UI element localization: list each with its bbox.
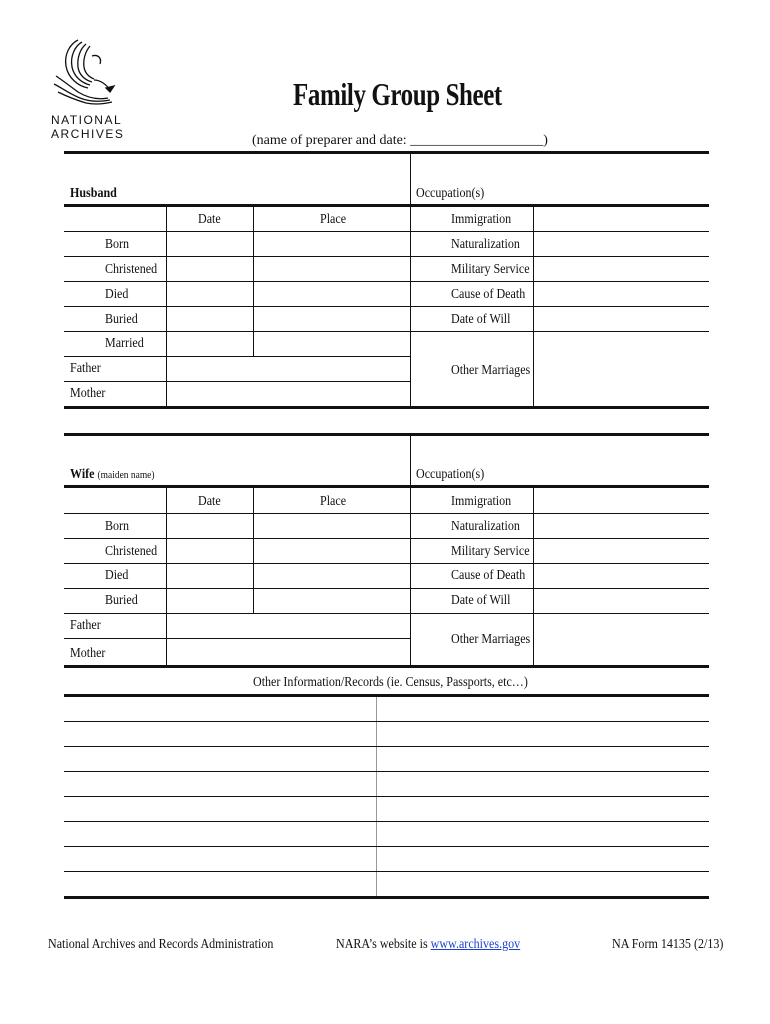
wife-heading-note: (maiden name) bbox=[97, 469, 155, 481]
divider bbox=[410, 435, 411, 667]
divider bbox=[64, 433, 709, 436]
preparer-blank: ___________________ bbox=[410, 133, 544, 148]
divider bbox=[64, 281, 709, 282]
footer-website-prefix: NARA’s website is bbox=[336, 937, 431, 952]
husband-date-of-will-label: Date of Will bbox=[451, 312, 511, 327]
divider bbox=[64, 306, 709, 307]
husband-heading: Husband bbox=[70, 186, 117, 201]
wife-event-christened: Christened bbox=[105, 544, 158, 559]
divider bbox=[64, 846, 709, 847]
divider bbox=[64, 588, 709, 589]
divider bbox=[64, 746, 709, 747]
divider bbox=[64, 256, 709, 257]
divider bbox=[64, 406, 709, 409]
husband-col-place: Place bbox=[320, 212, 347, 227]
divider bbox=[376, 697, 377, 897]
husband-occupation-label: Occupation(s) bbox=[416, 186, 485, 201]
husband-col-date: Date bbox=[198, 212, 221, 227]
divider bbox=[64, 638, 411, 639]
wife-event-died: Died bbox=[105, 568, 129, 583]
national-archives-logo bbox=[48, 36, 125, 148]
divider bbox=[64, 821, 709, 822]
husband-event-christened: Christened bbox=[105, 262, 158, 277]
wife-heading bbox=[70, 467, 155, 483]
wife-heading-label: Wife bbox=[70, 467, 95, 482]
husband-naturalization-label: Naturalization bbox=[451, 237, 520, 252]
divider bbox=[166, 207, 167, 408]
wife-col-place: Place bbox=[320, 494, 347, 509]
husband-event-died: Died bbox=[105, 287, 129, 302]
husband-immigration-label: Immigration bbox=[451, 212, 512, 227]
page-title: Family Group Sheet bbox=[293, 76, 502, 112]
preparer-field[interactable] bbox=[252, 133, 548, 149]
wife-cause-of-death-label: Cause of Death bbox=[451, 568, 526, 583]
divider bbox=[64, 563, 709, 564]
eagle-seal-icon bbox=[48, 36, 118, 108]
divider bbox=[166, 488, 167, 666]
divider bbox=[64, 231, 709, 232]
divider bbox=[253, 488, 254, 613]
divider bbox=[64, 694, 709, 697]
divider bbox=[533, 488, 534, 666]
divider bbox=[64, 381, 411, 382]
divider bbox=[64, 356, 411, 357]
wife-other-marriages-label: Other Marriages bbox=[451, 632, 531, 647]
wife-father-label: Father bbox=[70, 618, 101, 633]
divider bbox=[64, 513, 709, 514]
divider bbox=[533, 207, 534, 408]
divider bbox=[64, 485, 709, 488]
footer-website bbox=[336, 937, 520, 953]
footer-form-number: NA Form 14135 (2/13) bbox=[612, 937, 724, 952]
divider bbox=[64, 796, 709, 797]
wife-event-born: Born bbox=[105, 519, 130, 534]
divider bbox=[64, 204, 709, 207]
wife-mother-label: Mother bbox=[70, 646, 106, 661]
husband-event-married: Married bbox=[105, 336, 144, 351]
husband-military-label: Military Service bbox=[451, 262, 530, 277]
divider bbox=[64, 721, 709, 722]
divider bbox=[64, 538, 709, 539]
other-info-label: Other Information/Records (ie. Census, Passports, etc…) bbox=[253, 675, 528, 690]
husband-other-marriages-label: Other Marriages bbox=[451, 363, 531, 378]
wife-military-label: Military Service bbox=[451, 544, 530, 559]
husband-event-born: Born bbox=[105, 237, 130, 252]
wife-naturalization-label: Naturalization bbox=[451, 519, 520, 534]
divider bbox=[64, 871, 709, 872]
footer-agency: National Archives and Records Administration bbox=[48, 937, 274, 952]
husband-cause-of-death-label: Cause of Death bbox=[451, 287, 526, 302]
divider bbox=[64, 771, 709, 772]
preparer-label: (name of preparer and date: bbox=[252, 133, 407, 148]
wife-event-buried: Buried bbox=[105, 593, 138, 608]
husband-event-buried: Buried bbox=[105, 312, 138, 327]
preparer-close: ) bbox=[543, 133, 548, 148]
website-link[interactable]: www.archives.gov bbox=[430, 937, 521, 952]
divider bbox=[64, 896, 709, 899]
logo-line-2: ARCHIVES bbox=[51, 127, 125, 141]
husband-mother-label: Mother bbox=[70, 386, 106, 401]
wife-immigration-label: Immigration bbox=[451, 494, 512, 509]
divider bbox=[64, 331, 709, 332]
husband-father-label: Father bbox=[70, 361, 101, 376]
divider bbox=[64, 151, 709, 154]
wife-date-of-will-label: Date of Will bbox=[451, 593, 511, 608]
logo-line-1: NATIONAL bbox=[51, 113, 123, 127]
divider bbox=[64, 665, 709, 668]
divider bbox=[64, 613, 709, 614]
wife-col-date: Date bbox=[198, 494, 221, 509]
wife-occupation-label: Occupation(s) bbox=[416, 467, 485, 482]
